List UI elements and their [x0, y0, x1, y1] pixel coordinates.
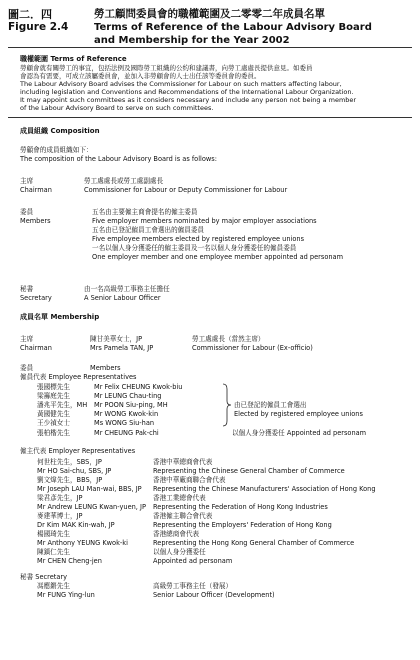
employer-org-zh: 香港中華廠商聯合會代表 [153, 476, 226, 484]
mem-secretary-zh: 秘書 [20, 573, 34, 581]
comp-members-en: Members [20, 217, 51, 225]
comp-member-3-en: One employer member and one employee member appointed ad personam [92, 253, 344, 261]
figure-title-en-line1: Terms of Reference of the Labour Advisory Board [94, 22, 372, 33]
terms-en-line: It may appoint such committees as it considers necessary and include any person not being a member [20, 96, 357, 105]
employee-name-en: Mr LEUNG Chau-ting [94, 392, 162, 400]
comp-chairman-zh: 主席 [20, 177, 34, 185]
composition-intro-zh: 勞顧會的成員組織如下： [20, 146, 93, 154]
employee-name-zh: 王少禎女士 [37, 419, 70, 427]
terms-heading-zh: 職權範圍 [20, 55, 48, 63]
mem-members-zh: 委員 [20, 364, 34, 372]
employer-org-zh: 香港工業總會代表 [153, 494, 206, 502]
membership-heading-zh: 成員名單 [20, 313, 48, 321]
comp-member-2-en: Five employee members elected by registered employee unions [92, 235, 305, 243]
employee-name-en: Mr CHEUNG Pak-chi [94, 429, 159, 437]
header-divider [8, 47, 412, 48]
figure-title-en-line2: and Membership for the Year 2002 [94, 35, 290, 46]
terms-divider [8, 117, 412, 118]
comp-secretary-zh: 秘書 [20, 285, 34, 293]
terms-paragraph [20, 64, 412, 113]
employee-ad-personam: 以個人身分獲委任 Appointed ad personam [232, 429, 367, 437]
secretary-name-en: Mr FUNG Ying-lun [37, 591, 95, 599]
membership-heading-en: Membership [50, 313, 100, 321]
employer-name-en: Mr Joseph LAU Man-wai, BBS, JP [37, 485, 142, 493]
employer-org-zh: 以個人身分獲委任 [153, 548, 206, 556]
employer-name-zh: 楊國琦先生 [37, 530, 70, 538]
terms-heading [20, 55, 127, 63]
terms-en-line: of the Labour Advisory Board to serve on such committees. [20, 104, 214, 113]
employer-org-en: Representing the Federation of Hong Kong Industries [153, 503, 328, 511]
figure-title-en [94, 21, 412, 47]
employee-name-en: Mr POON Siu-ping, MH [94, 401, 168, 409]
employer-name-zh: 劉文煒先生，BBS，JP [37, 476, 103, 484]
comp-member-1-en: Five employer members nominated by major employer associations [92, 217, 317, 225]
terms-heading-en: Terms of Reference [50, 55, 127, 63]
employee-name-en: Ms WONG Siu-han [94, 419, 155, 427]
terms-en-line: including legislation and Conventions and Recommendations of the International Labour Organization. [20, 88, 354, 97]
composition-heading-zh: 成員組織 [20, 127, 48, 135]
figure-label-zh: 圖二．四 [8, 8, 52, 21]
chair-name-zh: 陳甘美華女士，JP [90, 335, 143, 343]
comp-members-zh: 委員 [20, 208, 34, 216]
employer-name-en: Mr Andrew LEUNG Kwan-yuen, JP [37, 503, 146, 511]
figure-title-zh: 勞工顧問委員會的職權範圍及二零零二年成員名單 [94, 8, 325, 20]
employer-rep-heading [20, 447, 135, 455]
employer-name-zh: 梁君彥先生，JP [37, 494, 83, 502]
comp-chairman-desc-zh: 勞工處處長或勞工處副處長 [84, 177, 164, 185]
composition-heading [20, 127, 100, 135]
employee-name-zh: 張柏楷先生 [37, 429, 70, 437]
employer-org-en: Representing the Chinese Manufacturers' Association of Hong Kong [153, 485, 376, 493]
composition-heading-en: Composition [50, 127, 100, 135]
employee-name-zh: 黃國健先生 [37, 410, 70, 418]
employer-org-zh: 香港總商會代表 [153, 530, 200, 538]
elected-note-en: Elected by registered employee unions [234, 410, 363, 418]
mem-chairman-zh: 主席 [20, 335, 34, 343]
employer-org-en: Representing the Chinese General Chamber of Commerce [153, 467, 345, 475]
composition-intro-en: The composition of the Labour Advisory Board is as follows: [20, 155, 217, 163]
terms-zh-line: 勞顧會就有關勞工的事宜，包括法例及國際勞工組織的公約和建議書，向勞工處處長提供意見。如委員 [20, 64, 313, 72]
employer-org-zh: 香港中華總商會代表 [153, 458, 213, 466]
employee-name-zh: 梁籌庭先生 [37, 392, 70, 400]
employer-org-zh: 香港僱主聯合會代表 [153, 512, 213, 520]
employer-name-zh: 麥建華博士，JP [37, 512, 83, 520]
employer-name-en: Mr HO Sai-chu, SBS, JP [37, 467, 112, 475]
comp-secretary-desc-en: A Senior Labour Officer [84, 294, 161, 302]
secretary-role-en: Senior Labour Officer (Development) [153, 591, 275, 599]
mem-members-en: Members [90, 364, 121, 372]
comp-secretary-desc-zh: 由一名高級勞工事務主任擔任 [84, 285, 170, 293]
employer-name-en: Mr CHEN Cheng-jen [37, 557, 102, 565]
chair-role-zh: 勞工處處長（當然主席） [192, 335, 265, 343]
comp-chairman-desc: Commissioner for Labour or Deputy Commissioner for Labour [84, 186, 288, 194]
employer-org-en: Appointed ad personam [153, 557, 233, 565]
employer-name-zh: 陳鎮仁先生 [37, 548, 70, 556]
employee-name-en: Mr Felix CHEUNG Kwok-biu [94, 383, 183, 391]
mem-secretary-heading [20, 573, 67, 581]
employee-name-en: Mr WONG Kwok-kin [94, 410, 159, 418]
comp-secretary-en: Secretary [20, 294, 52, 302]
employer-org-en: Representing the Employers' Federation of Hong Kong [153, 521, 332, 529]
chair-name-en: Mrs Pamela TAN, JP [90, 344, 154, 352]
employer-rep-zh: 僱主代表 [20, 447, 47, 455]
employer-name-zh: 何世柱先生，SBS，JP [37, 458, 102, 466]
employee-rep-en: Employee Representatives [48, 373, 137, 381]
terms-zh-line: 會認為有需要，可成立該屬委員會，並加入非勞顧會的人士出任該等委員會的委員。 [20, 72, 261, 81]
figure-label-en: Figure 2.4 [8, 21, 69, 33]
secretary-name-zh: 馮應鏘先生 [37, 582, 70, 590]
terms-en-line: The Labour Advisory Board advises the Commissioner for Labour on such matters affecting labour, [20, 80, 342, 89]
comp-member-1-zh: 五名由主要僱主商會提名的僱主委員 [92, 208, 198, 216]
comp-member-3-zh: 一名以個人身分獲委任的僱主委員及一名以個人身分獲委任的僱員委員 [92, 244, 297, 252]
membership-heading [20, 313, 99, 321]
elected-note-zh: 由已登記的僱員工會選出 [234, 401, 307, 409]
comp-chairman-en: Chairman [20, 186, 52, 194]
brace-icon [222, 383, 232, 427]
employee-name-zh: 張國標先生 [37, 383, 70, 391]
employer-name-en: Dr Kim MAK Kin-wah, JP [37, 521, 115, 529]
mem-secretary-en: Secretary [35, 573, 68, 581]
employee-rep-heading [20, 373, 137, 381]
employer-org-en: Representing the Hong Kong General Chamber of Commerce [153, 539, 355, 547]
employer-name-en: Mr Anthony YEUNG Kwok-ki [37, 539, 128, 547]
comp-member-2-zh: 五名由已登記僱員工會選出的僱員委員 [92, 226, 205, 234]
mem-chairman-en: Chairman [20, 344, 52, 352]
secretary-role-zh: 高級勞工事務主任（發展） [153, 582, 233, 590]
employee-rep-zh: 僱員代表 [20, 373, 47, 381]
employer-rep-en: Employer Representatives [48, 447, 136, 455]
employee-name-zh: 潘兆平先生，MH [37, 401, 88, 409]
chair-role-en: Commissioner for Labour (Ex-officio) [192, 344, 313, 352]
